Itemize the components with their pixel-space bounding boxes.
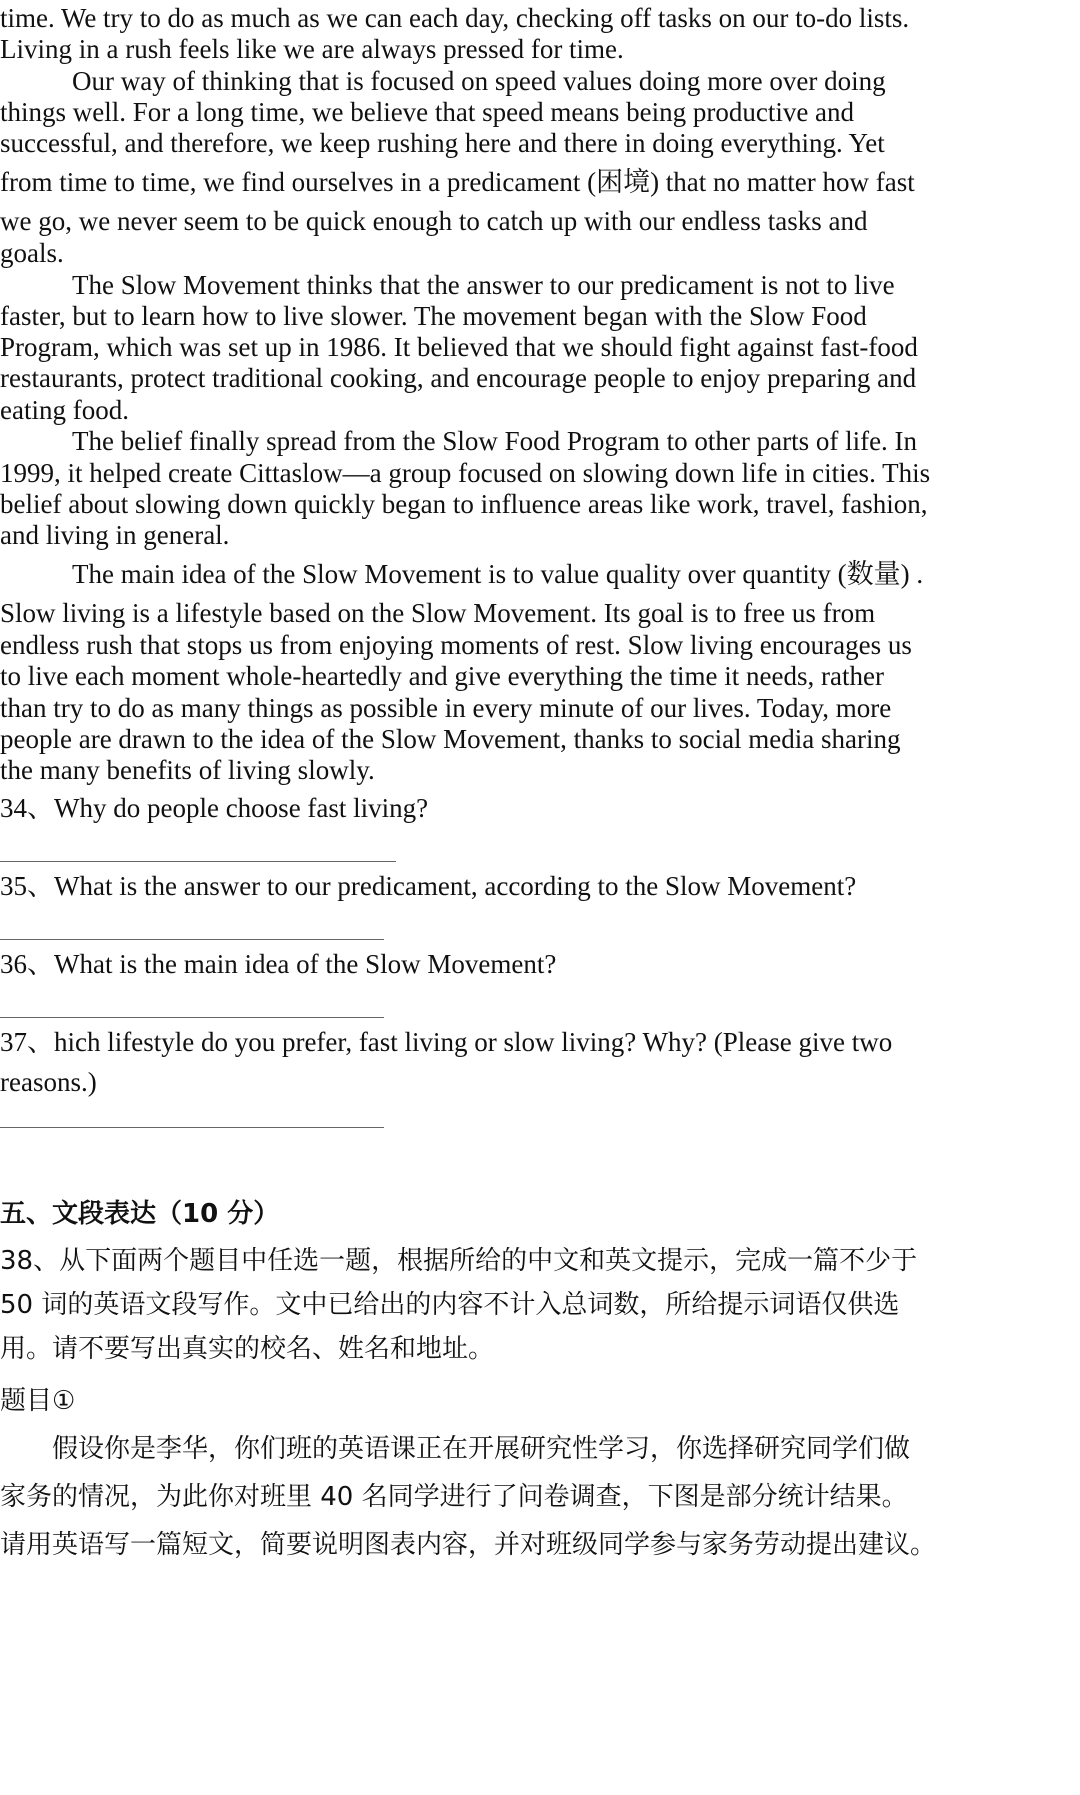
passage-line: we go, we never seem to be quick enough to catch up with our endless tasks and (0, 206, 868, 236)
passage-line: restaurants, protect traditional cooking, and encourage people to enjoy preparing and (0, 363, 917, 393)
passage-line: than try to do as many things as possible in every minute of our lives. Today, more (0, 693, 892, 723)
question-37-continued: reasons.) (0, 1067, 97, 1097)
answer-line-36[interactable] (0, 1017, 384, 1018)
passage-line: people are drawn to the idea of the Slow Movement, thanks to social media sharing (0, 724, 901, 754)
answer-line-35[interactable] (0, 939, 384, 940)
question-36: 36、What is the main idea of the Slow Movement? (0, 949, 557, 979)
passage-line: The main idea of the Slow Movement is to value quality over quantity (数量) . (72, 559, 924, 589)
passage-line: Slow living is a lifestyle based on the Slow Movement. Its goal is to free us from (0, 598, 876, 628)
passage-line: The belief finally spread from the Slow Food Program to other parts of life. In (72, 426, 918, 456)
passage-line: from time to time, we find ourselves in a predicament (困境) that no matter how fast (0, 167, 915, 197)
passage-line: The Slow Movement thinks that the answer to our predicament is not to live (72, 270, 895, 300)
passage-line: eating food. (0, 395, 129, 425)
passage-line: and living in general. (0, 520, 230, 550)
passage-line: successful, and therefore, we keep rushing here and there in doing everything. Yet (0, 128, 885, 158)
passage-line: faster, but to learn how to live slower. The movement began with the Slow Food (0, 301, 867, 331)
instruction-line: 50 词的英语文段写作。文中已给出的内容不计入总词数，所给提示词语仅供选 (0, 1290, 900, 1320)
topic-line: 假设你是李华，你们班的英语课正在开展研究性学习，你选择研究同学们做 (52, 1434, 911, 1464)
passage-line: 1999, it helped create Cittaslow—a group focused on slowing down life in cities. This (0, 458, 931, 488)
passage-line: things well. For a long time, we believe that speed means being productive and (0, 97, 855, 127)
instruction-line: 用。请不要写出真实的校名、姓名和地址。 (0, 1334, 495, 1364)
passage-line: belief about slowing down quickly began to influence areas like work, travel, fashion, (0, 489, 928, 519)
passage-line: Program, which was set up in 1986. It believed that we should fight against fast-food (0, 332, 918, 362)
question-34: 34、Why do people choose fast living? (0, 793, 429, 823)
passage-line: endless rush that stops us from enjoying moments of rest. Slow living encourages us (0, 630, 912, 660)
section-heading: 五、文段表达（10 分） (0, 1199, 280, 1229)
topic-label: 题目① (0, 1386, 76, 1416)
topic-line: 请用英语写一篇短文，简要说明图表内容，并对班级同学参与家务劳动提出建议。 (0, 1530, 937, 1560)
question-35: 35、What is the answer to our predicament, according to the Slow Movement? (0, 871, 857, 901)
instruction-line: 38、从下面两个题目中任选一题，根据所给的中文和英文提示，完成一篇不少于 (0, 1246, 918, 1276)
passage-line: Our way of thinking that is focused on speed values doing more over doing (72, 66, 886, 96)
answer-line-34[interactable] (0, 861, 396, 862)
question-37: 37、hich lifestyle do you prefer, fast living or slow living? Why? (Please give two (0, 1027, 893, 1057)
passage-line: time. We try to do as much as we can each day, checking off tasks on our to-do lists. (0, 3, 910, 33)
passage-line: Living in a rush feels like we are always pressed for time. (0, 34, 624, 64)
passage-line: to live each moment whole-heartedly and give everything the time it needs, rather (0, 661, 884, 691)
topic-line: 家务的情况，为此你对班里 40 名同学进行了问卷调查，下图是部分统计结果。 (0, 1482, 908, 1512)
passage-line: the many benefits of living slowly. (0, 755, 375, 785)
passage-line: goals. (0, 238, 64, 268)
answer-line-37[interactable] (0, 1127, 384, 1128)
